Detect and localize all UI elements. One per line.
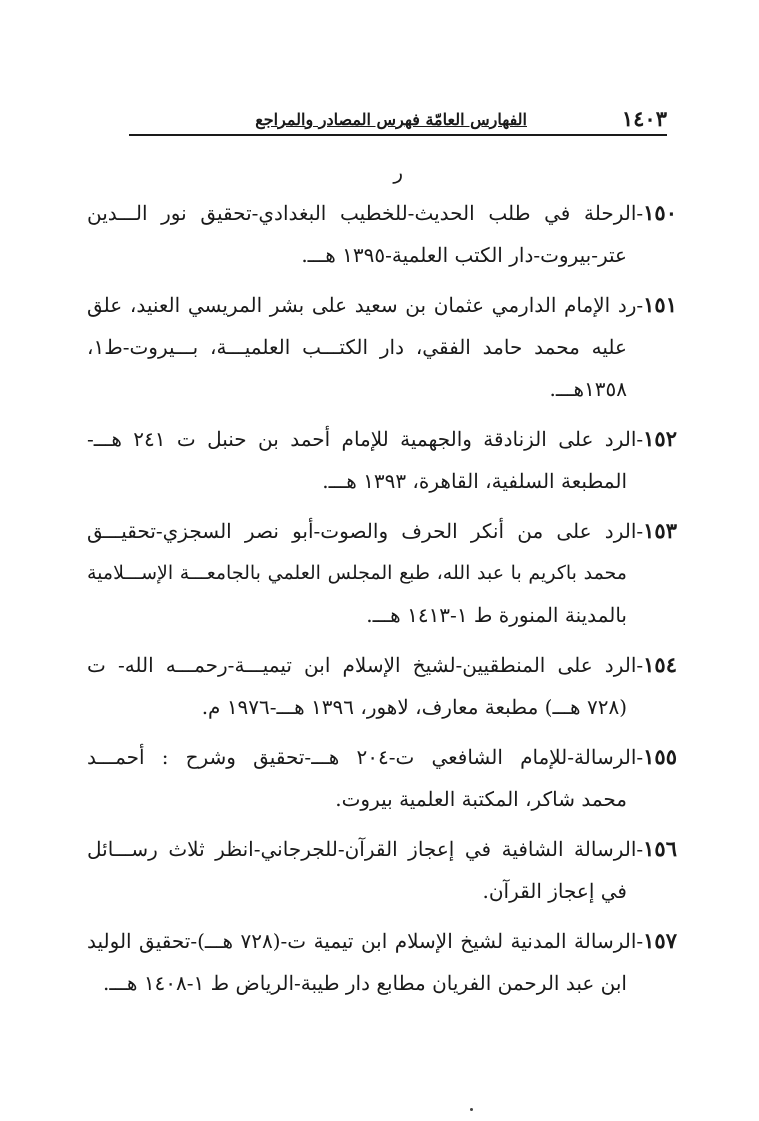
bibliography-entry: [87, 736, 677, 820]
entry-continuation: عتر-بيروت-دار الكتب العلمية-١٣٩٥ هـــ.: [301, 243, 627, 267]
bibliography-list: [87, 192, 677, 1012]
entry-continuation: ابن عبد الرحمن الفريان مطابع دار طيبة-الرياض ط ١-١٤٠٨ هـــ.: [102, 971, 627, 995]
bibliography-entry: [87, 510, 677, 636]
entry-text: -الرسالة الشافية في إعجاز القرآن-للجرجاني-انظر ثلاث رســـائل: [87, 837, 644, 861]
bibliography-entry: [87, 644, 677, 728]
entry-number: ١٥٣: [643, 518, 677, 543]
entry-number: ١٥١: [643, 292, 677, 317]
entry-number: ١٥٠: [643, 200, 677, 225]
entry-continuation: (٧٢٨ هـــ) مطبعة معارف، لاهور، ١٣٩٦ هـــ-١٩٧٦ م.: [201, 695, 627, 719]
entry-text: -الرد على من أنكر الحرف والصوت-أبو نصر السجزي-تحقيـــق: [87, 519, 644, 543]
entry-number: ١٥٦: [643, 836, 677, 861]
entry-text: -الرسالة المدنية لشيخ الإسلام ابن تيمية ت-(٧٢٨ هـــ)-تحقيق الوليد: [87, 929, 644, 953]
entry-text: -الرد على المنطقيين-لشيخ الإسلام ابن تيميـــة-رحمـــه الله- ت: [87, 653, 644, 677]
bibliography-entry: [87, 284, 677, 410]
entry-text: -الرحلة في طلب الحديث-للخطيب البغدادي-تحقيق نور الـــدين: [87, 201, 644, 225]
entry-continuation: في إعجاز القرآن.: [482, 879, 627, 903]
bibliography-entry: [87, 828, 677, 912]
bibliography-entry: [87, 418, 677, 502]
running-title: الفهارس العامّة فهرس المصادر والمراجع: [255, 110, 527, 129]
entry-number: ١٥٥: [643, 744, 677, 769]
page-header: [129, 104, 667, 136]
entry-number: ١٥٢: [643, 426, 677, 451]
entry-continuation: عليه محمد حامد الفقي، دار الكتـــب العلميـــة، بـــيروت-ط١،: [87, 335, 627, 359]
page-number: ١٤٠٣: [621, 106, 667, 131]
entry-continuation: بالمدينة المنورة ط ١-١٤١٣ هـــ.: [366, 603, 627, 627]
entry-continuation: المطبعة السلفية، القاهرة، ١٣٩٣ هـــ.: [322, 469, 627, 493]
entry-continuation: محمد باكريم با عبد الله، طبع المجلس العلمي بالجامعـــة الإســـلامية: [87, 562, 627, 584]
entry-continuation: محمد شاكر، المكتبة العلمية بيروت.: [335, 787, 627, 811]
scan-speck: [470, 1108, 473, 1111]
entry-text: -الرد على الزنادقة والجهمية للإمام أحمد بن حنبل ت ٢٤١ هـــ-: [87, 427, 644, 451]
entry-text: -الرسالة-للإمام الشافعي ت-٢٠٤ هـــ-تحقيق وشرح : أحمـــد: [87, 745, 644, 769]
entry-text: -رد الإمام الدارمي عثمان بن سعيد على بشر المريسي العنيد، علق: [87, 293, 644, 317]
bibliography-entry: [87, 920, 677, 1004]
entry-number: ١٥٤: [643, 652, 677, 677]
entry-number: ١٥٧: [643, 928, 677, 953]
section-letter: ر: [393, 160, 403, 184]
entry-continuation: ١٣٥٨هـــ.: [549, 377, 627, 401]
bibliography-entry: [87, 192, 677, 276]
